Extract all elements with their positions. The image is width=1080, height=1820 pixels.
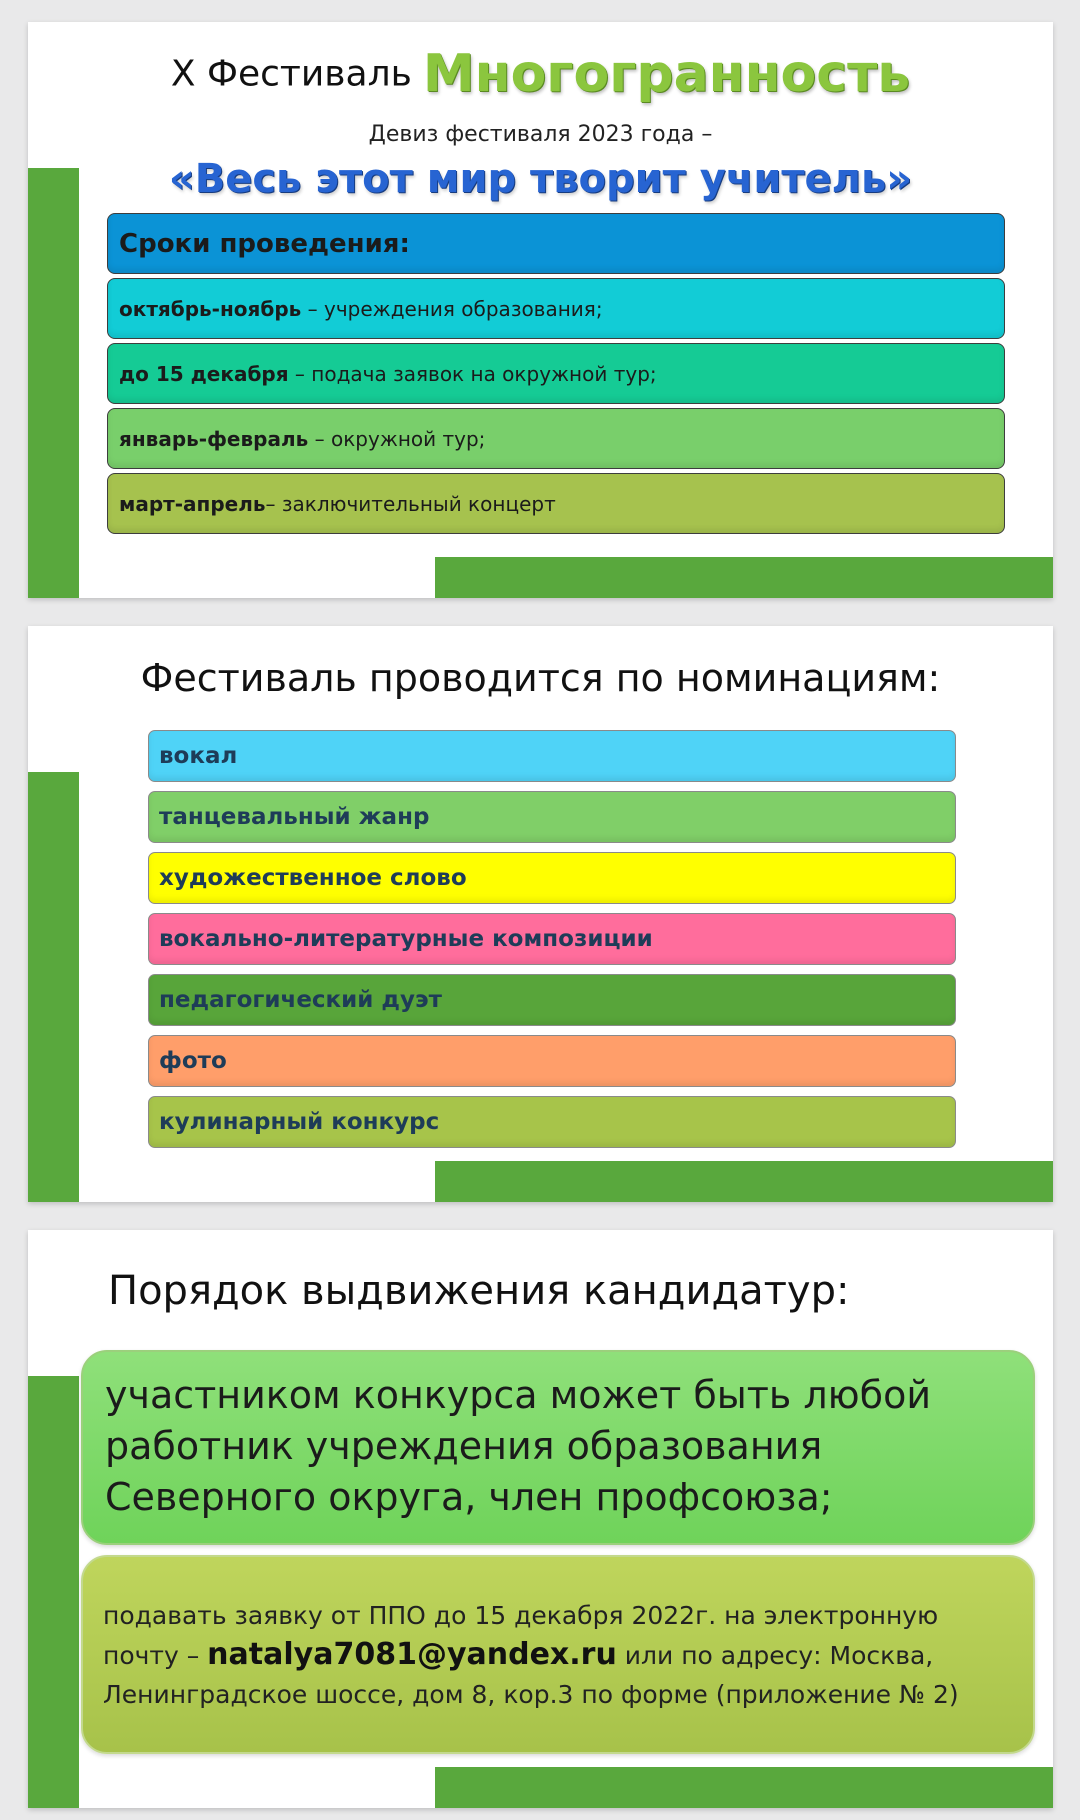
slide-nominations: [28, 626, 1053, 1202]
slide-nomination-procedure: [28, 1230, 1053, 1808]
application-line: Ленинградское шоссе, дом 8, кор.3 по форме (приложение № 2): [103, 1679, 959, 1709]
term-row: [107, 473, 1005, 534]
nomination-item: вокал: [148, 730, 956, 782]
term-period: до 15 декабря: [119, 361, 289, 386]
term-desc: – подача заявок на окружной тур;: [288, 361, 657, 386]
term-desc: – заключительный концерт: [265, 491, 556, 516]
decor-left-bar: [28, 168, 79, 598]
slide-festival-dates: [28, 22, 1053, 598]
festival-subtitle: Девиз фестиваля 2023 года –: [368, 122, 713, 147]
eligibility-box: [81, 1350, 1035, 1545]
term-period: январь-февраль: [119, 426, 309, 451]
nomination-item: художественное слово: [148, 852, 956, 904]
application-text: [103, 1596, 959, 1714]
application-line: [103, 1635, 959, 1675]
term-desc: – окружной тур;: [308, 426, 486, 451]
terms-heading-label: Сроки проведения:: [119, 228, 410, 259]
nomination-item: педагогический дуэт: [148, 974, 956, 1026]
eligibility-line: Северного округа, член профсоюза;: [105, 1475, 833, 1519]
nomination-item: кулинарный конкурс: [148, 1096, 956, 1148]
decor-bottom-bar: [435, 1161, 1053, 1202]
term-desc: – учреждения образования;: [301, 296, 603, 321]
eligibility-line: участником конкурса может быть любой: [105, 1373, 932, 1417]
terms-heading: [107, 213, 1005, 274]
term-row: [107, 408, 1005, 469]
eligibility-line: работник учреждения образования: [105, 1424, 823, 1468]
nomination-item: вокально-литературные композиции: [148, 913, 956, 965]
nomination-item: танцевальный жанр: [148, 791, 956, 843]
term-period: октябрь-ноябрь: [119, 296, 302, 321]
application-prefix: почту –: [103, 1640, 208, 1670]
term-row: [107, 278, 1005, 339]
nominations-title: Фестиваль проводится по номинациям:: [140, 656, 941, 700]
email-address: natalya7081@yandex.ru: [207, 1636, 617, 1672]
decor-left-bar: [28, 772, 79, 1202]
festival-title-prefix: X Фестиваль: [170, 53, 412, 95]
festival-title: [28, 44, 1053, 104]
application-line: подавать заявку от ППО до 15 декабря 2022г. на электронную: [103, 1600, 939, 1630]
application-suffix: или по адресу: Москва,: [616, 1640, 934, 1670]
term-row: [107, 343, 1005, 404]
festival-motto: «Весь этот мир творит учитель»: [168, 156, 913, 202]
decor-bottom-bar: [435, 557, 1053, 598]
procedure-title: Порядок выдвижения кандидатур:: [108, 1268, 850, 1314]
application-box: [81, 1555, 1035, 1754]
decor-left-bar: [28, 1376, 79, 1808]
festival-title-name: Многогранность: [422, 44, 911, 104]
term-period: март-апрель: [119, 491, 266, 516]
eligibility-text: [105, 1370, 1011, 1523]
decor-bottom-bar: [435, 1767, 1053, 1808]
nomination-item: фото: [148, 1035, 956, 1087]
